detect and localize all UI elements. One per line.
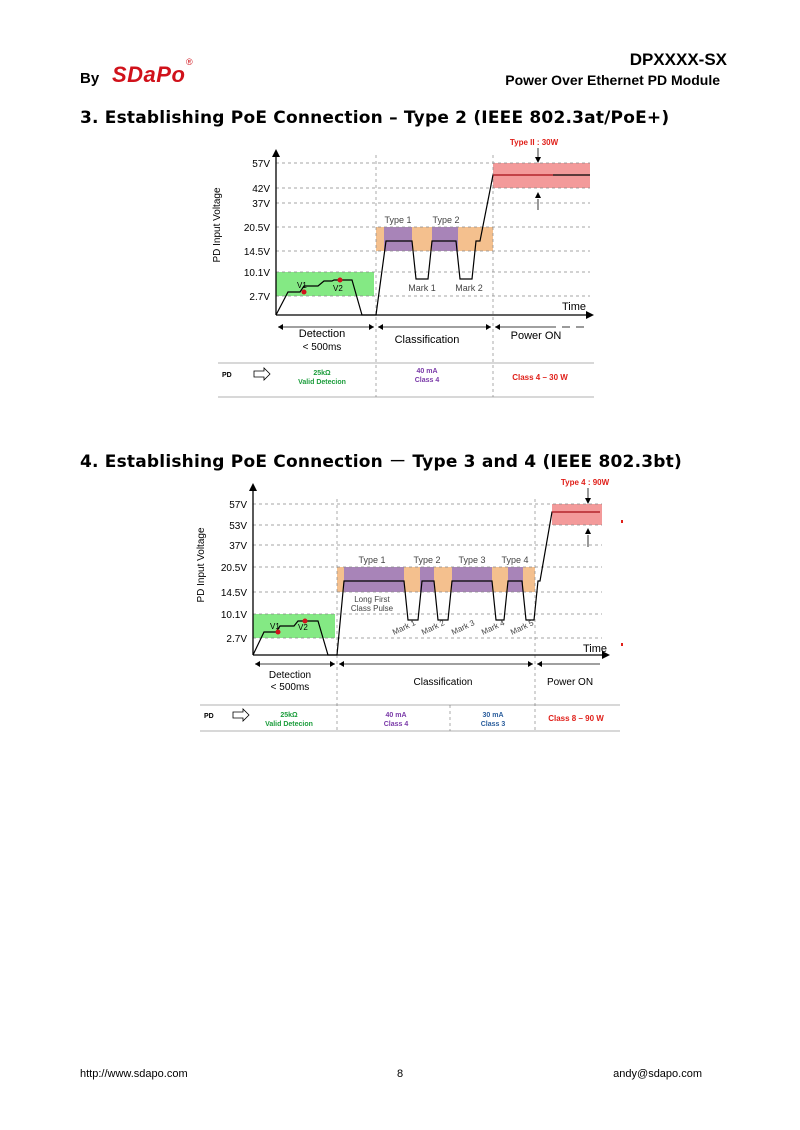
page-number: 8 — [397, 1068, 404, 1080]
y-tick: 37V — [229, 541, 247, 552]
mark-label: Mark 1 — [408, 283, 436, 293]
class-current: 30 mA — [482, 712, 504, 719]
mark-label: Mark 3 — [450, 618, 477, 637]
long-pulse-label: Class Pulse — [350, 604, 394, 613]
class-current: 40 mA — [385, 712, 407, 719]
power-type-tag: Type 4 : 90W — [560, 478, 610, 487]
y-tick: 14.5V — [243, 247, 270, 258]
v2-point — [338, 278, 343, 283]
class-name: Class 4 — [383, 721, 409, 728]
section-3-heading: 3. Establishing PoE Connection – Type 2 (IEEE 802.3at/PoE+) — [80, 108, 670, 128]
long-pulse-label: Long First — [354, 595, 390, 604]
v2-label: V2 — [298, 623, 308, 632]
v2-label: V2 — [333, 284, 343, 293]
y-axis-label: PD Input Voltage — [196, 527, 207, 603]
y-tick: 57V — [252, 159, 270, 170]
class-type-label: Type 4 — [501, 555, 529, 565]
phase-detection-label: Detection — [268, 670, 312, 681]
type1-region — [384, 227, 412, 251]
y-tick: 10.1V — [243, 268, 270, 279]
product-model: DPXXXX-SX — [629, 50, 727, 69]
type34-timing-diagram — [190, 475, 630, 735]
type2-timing-diagram — [190, 135, 610, 400]
y-tick: 14.5V — [220, 588, 247, 599]
y-axis-arrow — [272, 149, 280, 157]
y-tick: 37V — [252, 199, 270, 210]
type1-region — [344, 567, 404, 592]
mark-label: Mark 5 — [509, 618, 536, 637]
product-subtitle: Power Over Ethernet PD Module — [505, 72, 720, 88]
header-by-label: By — [80, 70, 100, 87]
class-type-label: Type 2 — [432, 215, 460, 225]
footer-url-link[interactable]: http://www.sdapo.com — [80, 1068, 188, 1080]
right-arrow-icon — [233, 709, 249, 721]
y-tick: 2.7V — [226, 634, 247, 645]
v1-point — [302, 290, 307, 295]
y-tick: 53V — [229, 521, 247, 532]
y-tick: 10.1V — [220, 610, 247, 621]
footer-email-link[interactable]: andy@sdapo.com — [613, 1068, 702, 1080]
power-type-tag: Type II : 30W — [509, 138, 559, 147]
mark-label: Mark 4 — [480, 618, 507, 637]
mark-label: Mark 2 — [420, 618, 447, 637]
class-type-label: Type 3 — [458, 555, 486, 565]
type4-region — [508, 567, 523, 592]
phase-power-label: Power ON — [546, 677, 594, 688]
class-type-label: Type 2 — [413, 555, 441, 565]
type3-region — [452, 567, 492, 592]
y-tick: 2.7V — [249, 292, 270, 303]
y-tick: 57V — [229, 500, 247, 511]
v1-label: V1 — [270, 622, 280, 631]
x-axis-label: Time — [561, 301, 587, 313]
right-arrow-icon — [254, 368, 270, 380]
phase-classification-label: Classification — [413, 677, 473, 688]
type2-region — [432, 227, 458, 251]
phase-power-label: Power ON — [510, 330, 562, 342]
power-class: Class 4 – 30 W — [512, 373, 568, 382]
phase-classification-label: Classification — [394, 334, 460, 346]
mark-label: Mark 2 — [455, 283, 483, 293]
x-axis-arrow — [586, 311, 594, 319]
power-class: Class 8 – 90 W — [548, 714, 604, 723]
phase-detection-label: Detection — [298, 328, 346, 340]
section-4-heading: 4. Establishing PoE Connection － Type 3 and 4 (IEEE 802.3bt) — [80, 452, 682, 472]
pd-label: PD — [204, 713, 214, 720]
detection-value: 25kΩ — [313, 370, 331, 377]
detection-value: 25kΩ — [280, 712, 298, 719]
power-region — [552, 504, 602, 525]
y-tick: 20.5V — [220, 563, 247, 574]
y-tick: 20.5V — [243, 223, 270, 234]
x-axis-label: Time — [582, 643, 608, 655]
mark-label: Mark 1 — [391, 618, 418, 637]
detection-desc: Valid Detecion — [265, 721, 313, 728]
registered-mark: ® — [186, 57, 193, 67]
class-type-label: Type 1 — [384, 215, 412, 225]
y-axis-label: PD Input Voltage — [212, 187, 223, 263]
detection-desc: Valid Detecion — [298, 379, 346, 386]
type2-region — [420, 567, 434, 592]
phase-detection-time: < 500ms — [302, 342, 342, 353]
y-tick: 42V — [252, 184, 270, 195]
class-name: Class 4 — [414, 377, 440, 384]
phase-detection-time: < 500ms — [270, 682, 310, 693]
brand-logo: SDaPo — [112, 62, 186, 87]
v1-label: V1 — [297, 281, 307, 290]
y-axis-arrow — [249, 483, 257, 491]
class-name: Class 3 — [480, 721, 506, 728]
pd-label: PD — [222, 372, 232, 379]
class-current: 40 mA — [416, 368, 438, 375]
class-type-label: Type 1 — [358, 555, 386, 565]
